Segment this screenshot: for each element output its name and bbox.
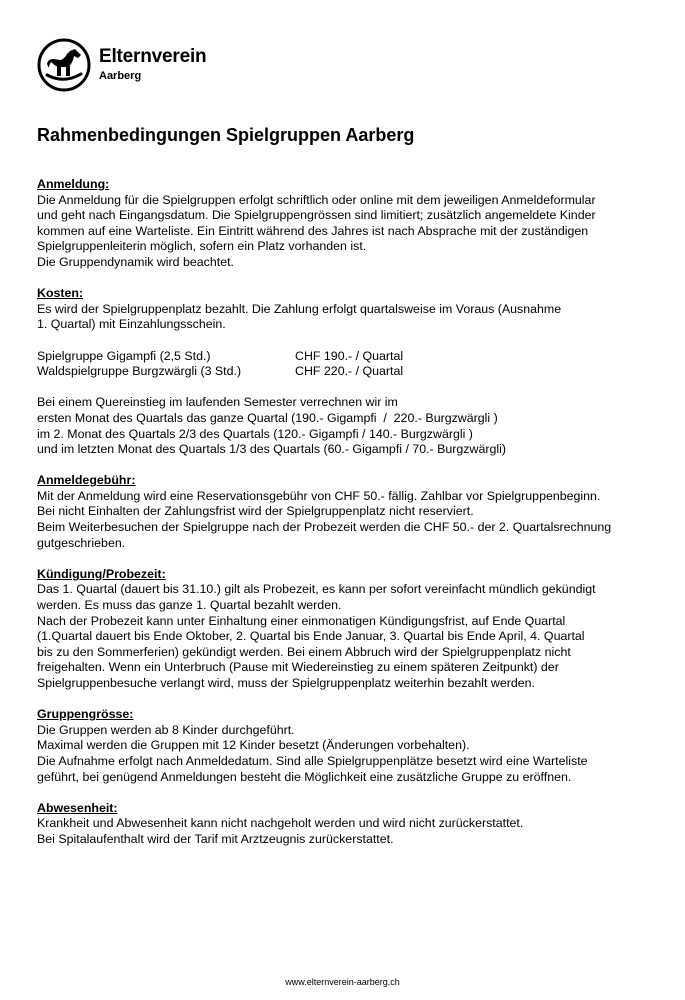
price-amount: CHF 190.- / Quartal [295, 348, 404, 363]
text-line: Es wird der Spielgruppenplatz bezahlt. Die Zahlung erfolgt quartalsweise im Voraus (Ausnahme [37, 301, 562, 316]
section-heading: Abwesenheit: [37, 800, 118, 815]
text-line: und geht nach Eingangsdatum. Die Spielgruppengrössen sind limitiert; zusätzlich angemeldete Kinder [37, 208, 596, 223]
logo-name: Elternverein [99, 46, 207, 67]
section-heading: Kosten: [37, 286, 84, 301]
footer-url: www.elternverein-aarberg.ch [285, 977, 400, 987]
text-line: Maximal werden die Gruppen mit 12 Kinder besetzt (Änderungen vorbehalten). [37, 738, 470, 753]
text-line: kommen auf eine Warteliste. Ein Eintritt während des Jahres ist nach Absprache mit der zuständigen [37, 223, 589, 238]
logo [37, 38, 206, 92]
text-line: ersten Monat des Quartals das ganze Quartal (190.- Gigampfi / 220.- Burgzwärgli ) [37, 410, 498, 425]
text-line: Die Anmeldung für die Spielgruppen erfolgt schriftlich oder online mit dem jeweiligen Anmeldeformular [37, 192, 596, 207]
text-line: 1. Quartal) mit Einzahlungsschein. [37, 317, 226, 332]
price-group-name: Spielgruppe Gigampfi (2,5 Std.) [37, 348, 211, 363]
text-line: Nach der Probezeit kann unter Einhaltung einer einmonatigen Kündigungsfrist, auf Ende Quartal [37, 613, 566, 628]
price-row [37, 364, 647, 380]
rocking-horse-icon [37, 38, 91, 92]
text-line: bis zu den Sommerferien) gekündigt werden. Bei einem Abbruch wird der Spielgruppenplatz nicht [37, 644, 571, 659]
text-line: Die Gruppendynamik wird beachtet. [37, 254, 234, 269]
price-group-name: Waldspielgruppe Burgzwärgli (3 Std.) [37, 364, 242, 379]
text-line: freigehalten. Wenn ein Unterbruch (Pause mit Wiedereinstieg zu einem späteren Zeitpunkt) der [37, 660, 559, 675]
text-line: Das 1. Quartal (dauert bis 31.10.) gilt als Probezeit, es kann per sofort vereinfacht mündlich gekündigt [37, 582, 596, 597]
text-line: Spielgruppenleiterin möglich, sofern ein Platz vorhanden ist. [37, 239, 367, 254]
text-line: Bei nicht Einhalten der Zahlungsfrist wird der Spielgruppenplatz nicht reserviert. [37, 504, 474, 519]
text-line: werden. Es muss das ganze 1. Quartal bezahlt werden. [37, 598, 342, 613]
text-line: Die Aufnahme erfolgt nach Anmeldedatum. Sind alle Spielgruppenplätze besetzt wird eine Warteliste [37, 753, 588, 768]
text-line: Bei einem Quereinstieg im laufenden Semester verrechnen wir im [37, 395, 398, 410]
text-line: Mit der Anmeldung wird eine Reservationsgebühr von CHF 50.- fällig. Zahlbar vor Spielgruppenbeginn. [37, 488, 601, 503]
text-line: Bei Spitalaufenthalt wird der Tarif mit Arztzeugnis zurückerstattet. [37, 831, 394, 846]
section-heading: Gruppengrösse: [37, 707, 134, 722]
section-heading: Anmeldegebühr: [37, 473, 136, 488]
text-line: gutgeschrieben. [37, 535, 126, 550]
section-kuendigung [37, 567, 647, 692]
page-title: Rahmenbedingungen Spielgruppen Aarberg [37, 125, 415, 145]
section-heading: Kündigung/Probezeit: [37, 566, 166, 581]
text-line: Spielgruppenbesuche verlangt wird, muss der Spielgruppenplatz weiterhin bezahlt werden. [37, 676, 535, 690]
section-abwesenheit [37, 801, 647, 848]
text-line: im 2. Monat des Quartals 2/3 des Quartals (120.- Gigampfi / 140.- Burgzwärgli ) [37, 426, 473, 441]
section-gruppengroesse [37, 707, 647, 785]
section-anmeldung [37, 177, 647, 271]
text-line: und im letzten Monat des Quartals 1/3 des Quartals (60.- Gigampfi / 70.- Burgzwärgli) [37, 442, 506, 457]
price-row [37, 349, 647, 365]
text-line: Krankheit und Abwesenheit kann nicht nachgeholt werden und wird nicht zurückerstattet. [37, 816, 524, 831]
section-kosten [37, 286, 647, 458]
section-anmeldegebuehr [37, 473, 647, 551]
text-line: Die Gruppen werden ab 8 Kinder durchgeführt. [37, 722, 295, 737]
logo-subtitle: Aarberg [99, 70, 142, 82]
document-body [37, 177, 647, 863]
section-heading: Anmeldung: [37, 177, 110, 191]
price-amount: CHF 220.- / Quartal [295, 364, 404, 379]
text-line: geführt, bei genügend Anmeldungen besteht die Möglichkeit eine zusätzliche Gruppe zu eröffnen. [37, 769, 572, 784]
text-line: Beim Weiterbesuchen der Spielgruppe nach der Probezeit werden die CHF 50.- der 2. Quartalsrechnung [37, 520, 612, 535]
text-line: (1.Quartal dauert bis Ende Oktober, 2. Quartal bis Ende Januar, 3. Quartal bis Ende April, 4. Quartal [37, 629, 585, 644]
